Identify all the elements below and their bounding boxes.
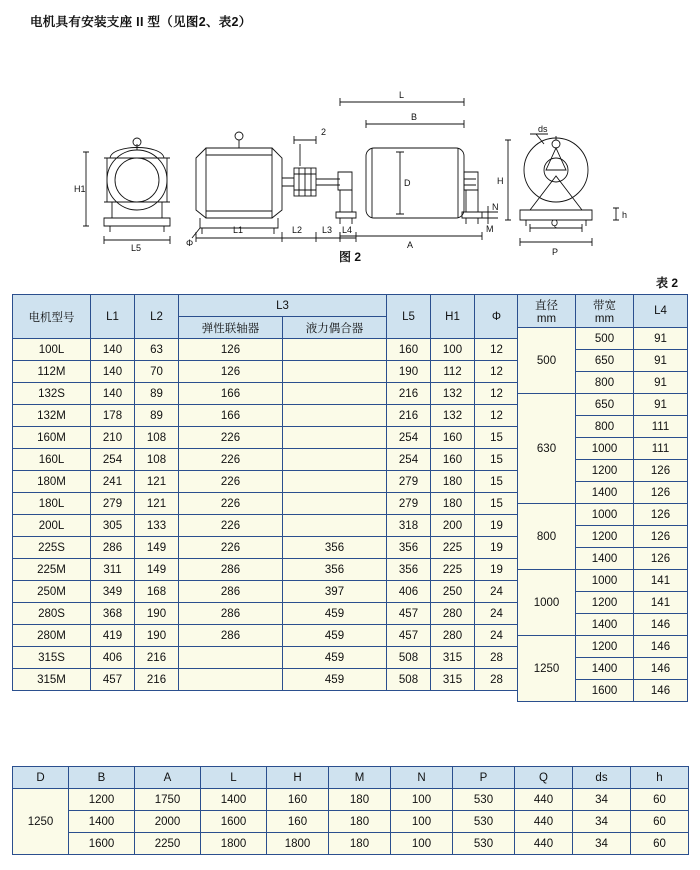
figure-svg — [0, 40, 700, 255]
figure-label-phi: Φ — [186, 238, 194, 248]
figure-label-L: L — [399, 90, 405, 100]
b-cell: 1200 — [69, 789, 135, 811]
table-row — [13, 383, 519, 405]
l1-cell: 286 — [91, 537, 135, 559]
l3-elastic-cell: 226 — [179, 427, 283, 449]
header-belt-width-line1: 带宽 — [593, 300, 616, 312]
n-cell: 100 — [391, 833, 453, 855]
bottom-table-wrapper — [12, 766, 689, 855]
belt-width-cell: 1400 — [576, 482, 634, 504]
model-cell: 180M — [13, 471, 91, 493]
l3-hydraulic-cell: 356 — [283, 559, 387, 581]
l3-hydraulic-cell — [283, 449, 387, 471]
l4-cell: 91 — [634, 394, 688, 416]
header-belt-width — [576, 295, 634, 328]
l3-elastic-cell — [179, 647, 283, 669]
l3-elastic-cell: 126 — [179, 361, 283, 383]
h1-cell: 225 — [431, 537, 475, 559]
l3-elastic-cell: 126 — [179, 339, 283, 361]
figure-label-P: P — [552, 247, 559, 255]
l5-cell: 216 — [387, 383, 431, 405]
table-row — [13, 361, 519, 383]
belt-width-cell: 500 — [576, 328, 634, 350]
phi-cell: 19 — [475, 537, 519, 559]
phi-cell: 15 — [475, 493, 519, 515]
l3-elastic-cell: 226 — [179, 493, 283, 515]
bottom-header-ds: ds — [573, 767, 631, 789]
l1-cell: 241 — [91, 471, 135, 493]
table-row — [13, 339, 519, 361]
l5-cell: 254 — [387, 449, 431, 471]
l5-cell: 457 — [387, 625, 431, 647]
l3-hydraulic-cell — [283, 383, 387, 405]
h-small-cell: 60 — [631, 833, 689, 855]
figure-label-L1: L1 — [233, 225, 244, 235]
model-cell: 225M — [13, 559, 91, 581]
figure-label-H1: H1 — [74, 184, 86, 194]
model-cell: 160L — [13, 449, 91, 471]
l-cell: 1400 — [201, 789, 267, 811]
model-cell: 250M — [13, 581, 91, 603]
l3-hydraulic-cell: 459 — [283, 647, 387, 669]
l3-elastic-cell: 286 — [179, 581, 283, 603]
l3-elastic-cell: 166 — [179, 405, 283, 427]
l5-cell: 160 — [387, 339, 431, 361]
n-cell: 100 — [391, 789, 453, 811]
diameter-cell: 630 — [518, 394, 576, 504]
l5-cell: 406 — [387, 581, 431, 603]
l1-cell: 254 — [91, 449, 135, 471]
phi-cell: 15 — [475, 471, 519, 493]
table-row — [13, 405, 519, 427]
bottom-header-q: Q — [515, 767, 573, 789]
figure-label-2: 2 — [321, 127, 327, 137]
l3-hydraulic-cell: 356 — [283, 537, 387, 559]
figure-label-L2: L2 — [292, 225, 303, 235]
l5-cell: 356 — [387, 559, 431, 581]
belt-width-cell: 1400 — [576, 614, 634, 636]
figure-label-D: D — [404, 178, 411, 188]
l1-cell: 178 — [91, 405, 135, 427]
l3-hydraulic-cell — [283, 405, 387, 427]
belt-width-cell: 1400 — [576, 548, 634, 570]
phi-cell: 19 — [475, 559, 519, 581]
l3-elastic-cell: 226 — [179, 471, 283, 493]
model-cell: 225S — [13, 537, 91, 559]
header-l3-hydraulic: 液力偶合器 — [283, 317, 387, 339]
model-cell: 280S — [13, 603, 91, 625]
l4-cell: 141 — [634, 592, 688, 614]
phi-cell: 12 — [475, 383, 519, 405]
h-cell: 1800 — [267, 833, 329, 855]
l3-hydraulic-cell — [283, 361, 387, 383]
belt-width-cell: 1200 — [576, 592, 634, 614]
phi-cell: 19 — [475, 515, 519, 537]
l5-cell: 216 — [387, 405, 431, 427]
table-header-row-1 — [13, 295, 519, 317]
page-title: 电机具有安装支座 II 型（见图2、表2） — [30, 15, 252, 29]
table-row — [13, 537, 519, 559]
l5-cell: 356 — [387, 537, 431, 559]
belt-width-cell: 650 — [576, 394, 634, 416]
figure-label-B: B — [411, 112, 418, 122]
side-table-row — [518, 394, 688, 416]
l2-cell: 70 — [135, 361, 179, 383]
a-cell: 2000 — [135, 811, 201, 833]
l3-hydraulic-cell: 459 — [283, 603, 387, 625]
h-cell: 160 — [267, 789, 329, 811]
bottom-header-h: h — [631, 767, 689, 789]
diameter-cell: 1250 — [518, 636, 576, 702]
belt-width-cell: 1000 — [576, 570, 634, 592]
model-cell: 132S — [13, 383, 91, 405]
figure-diagram — [0, 40, 700, 255]
h1-cell: 315 — [431, 647, 475, 669]
phi-cell: 12 — [475, 405, 519, 427]
model-cell: 100L — [13, 339, 91, 361]
ds-cell: 34 — [573, 811, 631, 833]
table-row — [13, 427, 519, 449]
l1-cell: 311 — [91, 559, 135, 581]
h1-cell: 160 — [431, 449, 475, 471]
table-row — [13, 471, 519, 493]
l-cell: 1800 — [201, 833, 267, 855]
l2-cell: 216 — [135, 647, 179, 669]
d-cell: 1250 — [13, 789, 69, 855]
model-cell: 112M — [13, 361, 91, 383]
l3-hydraulic-cell — [283, 493, 387, 515]
figure-label-H: H — [497, 176, 504, 186]
figure-label-h: h — [622, 210, 628, 220]
l1-cell: 457 — [91, 669, 135, 691]
phi-cell: 28 — [475, 647, 519, 669]
table-row — [13, 669, 519, 691]
table-row — [13, 559, 519, 581]
bottom-header-n: N — [391, 767, 453, 789]
phi-cell: 12 — [475, 339, 519, 361]
n-cell: 100 — [391, 811, 453, 833]
l2-cell: 108 — [135, 449, 179, 471]
l1-cell: 140 — [91, 383, 135, 405]
l2-cell: 63 — [135, 339, 179, 361]
belt-width-cell: 1000 — [576, 504, 634, 526]
header-belt-width-line2: mm — [594, 313, 615, 325]
l5-cell: 508 — [387, 647, 431, 669]
model-cell: 200L — [13, 515, 91, 537]
header-diameter-line1: 直径 — [535, 300, 558, 312]
l1-cell: 419 — [91, 625, 135, 647]
bottom-header-row — [13, 767, 689, 789]
l3-elastic-cell: 226 — [179, 515, 283, 537]
header-l1: L1 — [91, 295, 135, 339]
l1-cell: 210 — [91, 427, 135, 449]
l1-cell: 305 — [91, 515, 135, 537]
table-caption: 表 2 — [655, 276, 678, 290]
belt-width-cell: 800 — [576, 416, 634, 438]
header-l3-elastic: 弹性联轴器 — [179, 317, 283, 339]
belt-width-cell: 1400 — [576, 658, 634, 680]
h1-cell: 280 — [431, 603, 475, 625]
bottom-header-m: M — [329, 767, 391, 789]
diameter-cell: 500 — [518, 328, 576, 394]
l5-cell: 279 — [387, 493, 431, 515]
q-cell: 440 — [515, 833, 573, 855]
bottom-header-l: L — [201, 767, 267, 789]
figure-label-Q: Q — [551, 218, 559, 228]
figure-label-L3: L3 — [322, 225, 333, 235]
h1-cell: 132 — [431, 383, 475, 405]
l1-cell: 140 — [91, 339, 135, 361]
l3-elastic-cell: 286 — [179, 625, 283, 647]
l5-cell: 508 — [387, 669, 431, 691]
figure-label-A: A — [407, 240, 414, 250]
l4-cell: 126 — [634, 504, 688, 526]
pulley-l4-table — [517, 294, 688, 702]
l2-cell: 121 — [135, 493, 179, 515]
l2-cell: 121 — [135, 471, 179, 493]
figure-label-L5: L5 — [131, 243, 142, 253]
l1-cell: 406 — [91, 647, 135, 669]
phi-cell: 24 — [475, 603, 519, 625]
figure-label-N: N — [492, 202, 499, 212]
l5-cell: 254 — [387, 427, 431, 449]
belt-width-cell: 800 — [576, 372, 634, 394]
l2-cell: 168 — [135, 581, 179, 603]
l2-cell: 149 — [135, 537, 179, 559]
phi-cell: 12 — [475, 361, 519, 383]
h1-cell: 315 — [431, 669, 475, 691]
table-row — [13, 581, 519, 603]
l3-hydraulic-cell: 397 — [283, 581, 387, 603]
l2-cell: 133 — [135, 515, 179, 537]
l2-cell: 108 — [135, 427, 179, 449]
h1-cell: 180 — [431, 471, 475, 493]
l5-cell: 318 — [387, 515, 431, 537]
table-row — [13, 625, 519, 647]
belt-width-cell: 1200 — [576, 526, 634, 548]
h1-cell: 160 — [431, 427, 475, 449]
l4-cell: 146 — [634, 658, 688, 680]
l2-cell: 216 — [135, 669, 179, 691]
model-cell: 280M — [13, 625, 91, 647]
table-row — [13, 493, 519, 515]
table-row — [13, 647, 519, 669]
belt-width-cell: 1000 — [576, 438, 634, 460]
l2-cell: 149 — [135, 559, 179, 581]
diameter-cell: 1000 — [518, 570, 576, 636]
l4-cell: 111 — [634, 416, 688, 438]
a-cell: 2250 — [135, 833, 201, 855]
l4-cell: 146 — [634, 636, 688, 658]
diameter-cell: 800 — [518, 504, 576, 570]
figure-caption: 图 2 — [338, 250, 361, 264]
l3-hydraulic-cell: 459 — [283, 625, 387, 647]
l4-cell: 126 — [634, 482, 688, 504]
header-side-l4: L4 — [634, 295, 688, 328]
l4-cell: 146 — [634, 680, 688, 702]
l4-cell: 91 — [634, 372, 688, 394]
h1-cell: 250 — [431, 581, 475, 603]
phi-cell: 15 — [475, 449, 519, 471]
l3-elastic-cell: 226 — [179, 449, 283, 471]
l3-elastic-cell: 286 — [179, 559, 283, 581]
header-l5: L5 — [387, 295, 431, 339]
side-table-wrapper — [517, 294, 688, 702]
bottom-table-row — [13, 811, 689, 833]
belt-width-cell: 1200 — [576, 636, 634, 658]
p-cell: 530 — [453, 789, 515, 811]
l1-cell: 368 — [91, 603, 135, 625]
l2-cell: 190 — [135, 625, 179, 647]
l3-elastic-cell — [179, 669, 283, 691]
l1-cell: 140 — [91, 361, 135, 383]
table-row — [13, 603, 519, 625]
bottom-header-h: H — [267, 767, 329, 789]
h1-cell: 280 — [431, 625, 475, 647]
l1-cell: 279 — [91, 493, 135, 515]
h-cell: 160 — [267, 811, 329, 833]
table-row — [13, 515, 519, 537]
phi-cell: 24 — [475, 581, 519, 603]
model-cell: 315M — [13, 669, 91, 691]
header-diameter-line2: mm — [536, 313, 557, 325]
ds-cell: 34 — [573, 789, 631, 811]
h-small-cell: 60 — [631, 789, 689, 811]
drum-dimensions-table — [12, 766, 689, 855]
l-cell: 1600 — [201, 811, 267, 833]
side-table-row — [518, 504, 688, 526]
bottom-header-d: D — [13, 767, 69, 789]
h1-cell: 200 — [431, 515, 475, 537]
l4-cell: 141 — [634, 570, 688, 592]
side-header-row — [518, 295, 688, 328]
belt-width-cell: 1200 — [576, 460, 634, 482]
h1-cell: 225 — [431, 559, 475, 581]
l3-hydraulic-cell — [283, 515, 387, 537]
phi-cell: 24 — [475, 625, 519, 647]
table-row — [13, 449, 519, 471]
l4-cell: 126 — [634, 548, 688, 570]
l3-hydraulic-cell — [283, 339, 387, 361]
side-table-row — [518, 328, 688, 350]
header-l3: L3 — [179, 295, 387, 317]
bottom-header-b: B — [69, 767, 135, 789]
l4-cell: 111 — [634, 438, 688, 460]
l2-cell: 190 — [135, 603, 179, 625]
phi-cell: 28 — [475, 669, 519, 691]
header-diameter — [518, 295, 576, 328]
h1-cell: 112 — [431, 361, 475, 383]
figure-label-M: M — [486, 224, 494, 234]
l5-cell: 457 — [387, 603, 431, 625]
header-l2: L2 — [135, 295, 179, 339]
side-table-row — [518, 636, 688, 658]
l3-hydraulic-cell — [283, 427, 387, 449]
h1-cell: 100 — [431, 339, 475, 361]
l4-cell: 126 — [634, 526, 688, 548]
bottom-table-row — [13, 833, 689, 855]
l3-elastic-cell: 166 — [179, 383, 283, 405]
model-cell: 180L — [13, 493, 91, 515]
m-cell: 180 — [329, 811, 391, 833]
header-model: 电机型号 — [13, 295, 91, 339]
model-cell: 315S — [13, 647, 91, 669]
l3-hydraulic-cell — [283, 471, 387, 493]
model-cell: 132M — [13, 405, 91, 427]
l4-cell: 126 — [634, 460, 688, 482]
q-cell: 440 — [515, 789, 573, 811]
ds-cell: 34 — [573, 833, 631, 855]
q-cell: 440 — [515, 811, 573, 833]
l3-hydraulic-cell: 459 — [283, 669, 387, 691]
bottom-header-a: A — [135, 767, 201, 789]
l5-cell: 279 — [387, 471, 431, 493]
bottom-header-p: P — [453, 767, 515, 789]
motor-dimensions-table — [12, 294, 519, 691]
h1-cell: 180 — [431, 493, 475, 515]
belt-width-cell: 1600 — [576, 680, 634, 702]
l1-cell: 349 — [91, 581, 135, 603]
m-cell: 180 — [329, 789, 391, 811]
main-table-wrapper — [12, 294, 519, 691]
l3-elastic-cell: 286 — [179, 603, 283, 625]
l3-elastic-cell: 226 — [179, 537, 283, 559]
belt-width-cell: 650 — [576, 350, 634, 372]
b-cell: 1600 — [69, 833, 135, 855]
h-small-cell: 60 — [631, 811, 689, 833]
m-cell: 180 — [329, 833, 391, 855]
header-phi: Φ — [475, 295, 519, 339]
p-cell: 530 — [453, 811, 515, 833]
figure-label-L4: L4 — [342, 225, 353, 235]
phi-cell: 15 — [475, 427, 519, 449]
model-cell: 160M — [13, 427, 91, 449]
figure-label-ds: ds — [538, 124, 548, 134]
l2-cell: 89 — [135, 383, 179, 405]
l2-cell: 89 — [135, 405, 179, 427]
l5-cell: 190 — [387, 361, 431, 383]
bottom-table-row — [13, 789, 689, 811]
p-cell: 530 — [453, 833, 515, 855]
b-cell: 1400 — [69, 811, 135, 833]
a-cell: 1750 — [135, 789, 201, 811]
side-table-row — [518, 570, 688, 592]
l4-cell: 146 — [634, 614, 688, 636]
l4-cell: 91 — [634, 328, 688, 350]
header-h1: H1 — [431, 295, 475, 339]
l4-cell: 91 — [634, 350, 688, 372]
h1-cell: 132 — [431, 405, 475, 427]
